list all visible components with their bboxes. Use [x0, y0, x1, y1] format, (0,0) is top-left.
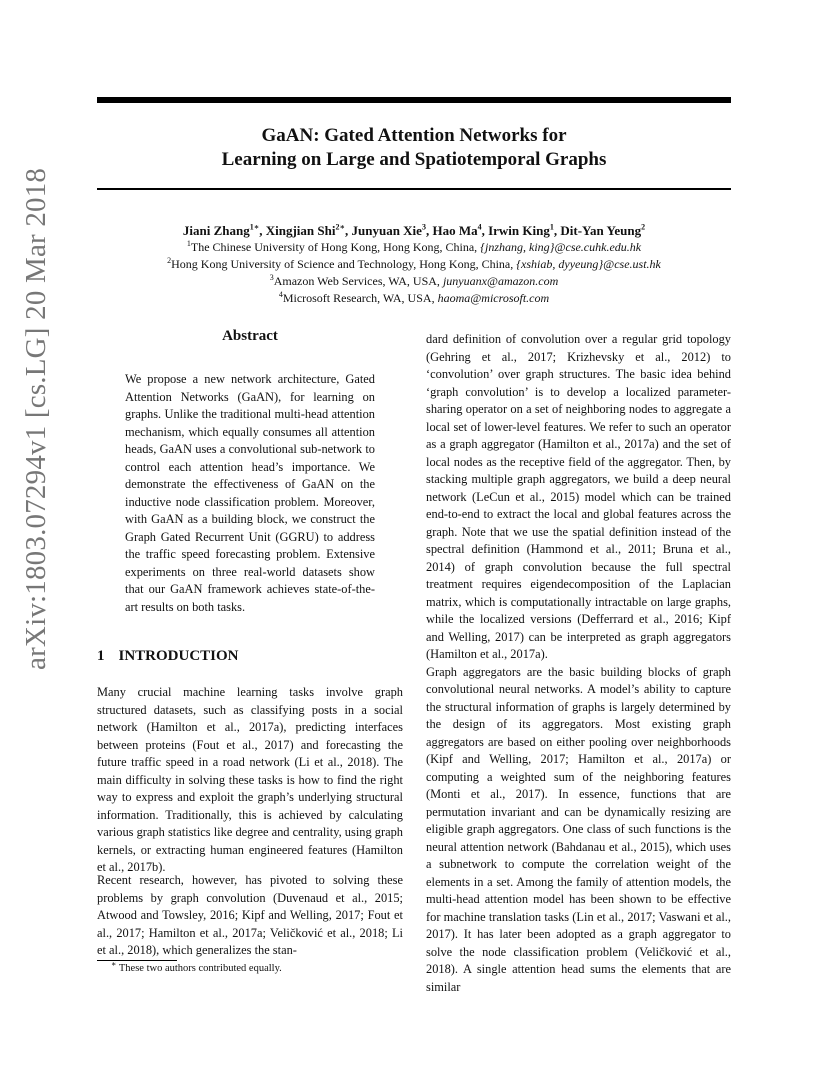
- email: haoma@microsoft.com: [437, 291, 550, 305]
- section-heading: [97, 648, 403, 665]
- author-name: Dit-Yan Yeung: [560, 223, 642, 238]
- title-top-rule: [97, 97, 731, 103]
- right-paragraph-1: dard definition of convolution over a regular grid topology (Gehring et al., 2017; Krizhevsky et al., 2012) to ‘convolution’ over graph structures. The basic idea behind ‘graph convolution’ is to develop a localized parameter-sharing operator on a set of neighboring nodes to aggregate a local set of lower-level features. We refer to such an operator as a graph aggregator (Hamilton et al., 2017a) and the set of local nodes as the receptive field of the aggregator. Then, by stacking multiple graph aggregators, we build a deep neural network (LeCun et al., 2015) model which can be trained end-to-end to extract the local and global features across the graph. Note that we use the spatial definition instead of the spectral definition (Hammond et al., 2011; Bruna et al., 2014) of graph convolution because the full spectral treatment requires eigendecomposition of the Laplacian matrix, which is computationally intractable on large graphs, while the localized versions (Defferrard et al., 2016; Kipf and Welling, 2017) can be interpreted as graph aggregators (Hamilton et al., 2017a).: [426, 332, 731, 661]
- intro-paragraph-1: Many crucial machine learning tasks involve graph structured datasets, such as classifying posts in a social network (Hamilton et al., 2017a), predicting interfaces between proteins (Fout et al., 2017) and forecasting the future traffic speed in a road network (Li et al., 2018). The main difficulty in solving these tasks is how to find the right way to express and exploit the graph’s underlying structural information. Traditionally, this is achieved by calculating various graph statistics like degree and centrality, using graph kernels, or extracting human engineered features (Hamilton et al., 2017b).: [97, 685, 403, 874]
- abstract-body: [125, 371, 375, 616]
- title-bottom-rule: [97, 188, 731, 190]
- email: {xshiab, dyyeung}@cse.ust.hk: [516, 257, 661, 271]
- footnote: [111, 959, 282, 974]
- author-list: Jiani Zhang$^{1∗}$, Xingjian Shi$^{2∗}$, Junyuan Xie$^3$, Hao Ma$^4$, Irwin King$^1$, Dit-Yan Yeung$^2$: [182, 222, 646, 238]
- right-column: [426, 331, 731, 996]
- footnote-text: These two authors contributed equally.: [118, 963, 282, 974]
- affiliation: $^3$Amazon Web Services, WA, USA, junyuanx@amazon.com: [269, 273, 559, 288]
- author-name: Hao Ma: [432, 223, 478, 238]
- author-name: Jiani Zhang: [182, 223, 250, 238]
- footnote-rule: [97, 960, 177, 961]
- author-block: [97, 223, 731, 307]
- intro-paragraph-2: Recent research, however, has pivoted to solving these problems by graph convolution (Duvenaud et al., 2015; Atwood and Towsley, 2016; Kipf and Welling, 2017; Fout et al., 2017; Hamilton et al., 2017a; Veličković et al., 2018; Li et al., 2018), which generalizes the stan-: [97, 873, 403, 957]
- author-name: Junyuan Xie: [351, 223, 422, 238]
- affiliation: $^2$Hong Kong University of Science and Technology, Hong Kong, China, {xshiab, dyyeung}@cse.ust.hk: [167, 256, 661, 271]
- footnote-mark: ∗: [111, 959, 117, 969]
- abstract-heading: Abstract: [222, 328, 278, 344]
- paper-title: [97, 124, 731, 172]
- author-name: Xingjian Shi: [265, 223, 336, 238]
- right-paragraph-2: Graph aggregators are the basic building blocks of graph convolutional neural networks. A model’s ability to capture the structural information of graphs is largely determined by the design of its aggregators. Most existing graph aggregators are based on either pooling over neighborhoods (Kipf and Welling, 2017; Hamilton et al., 2017a) or computing a weighted sum of the neighboring features (Monti et al., 2017). In essence, functions that are permutation invariant and can be dynamically resizing are eligible graph aggregators. One class of such functions is the neural attention network (Bahdanau et al., 2015), which uses a subnetwork to compute the correlation weight of the elements in a set. Among the family of attention models, the multi-head attention model has been shown to be effective for machine translation tasks (Lin et al., 2017; Vaswani et al., 2017). It has later been adopted as a graph aggregator to solve the node classification problem (Veličković et al., 2018). A single attention head sums the elements that are similar: [426, 664, 731, 994]
- title-line-2: Learning on Large and Spatiotemporal Graphs: [221, 149, 607, 170]
- author-name: Irwin King: [488, 223, 550, 238]
- section-title: INTRODUCTION: [118, 648, 239, 664]
- affiliation: $^4$Microsoft Research, WA, USA, haoma@microsoft.com: [278, 290, 550, 305]
- email: {jnzhang, king}@cse.cuhk.edu.hk: [480, 240, 642, 254]
- section-number: 1: [97, 648, 105, 664]
- affiliation: $^1$The Chinese University of Hong Kong, Hong Kong, China, {jnzhang, king}@cse.cuhk.edu.hk: [186, 239, 642, 254]
- title-line-1: GaAN: Gated Attention Networks for: [261, 125, 567, 146]
- abstract-text: We propose a new network architecture, Gated Attention Networks (GaAN), for learning on graphs. Unlike the traditional multi-head attention mechanism, which equally consumes all attention heads, GaAN uses a convolutional sub-network to control each attention head’s importance. We demonstrate the effectiveness of GaAN on the inductive node classification problem. Moreover, with GaAN as a building block, we construct the Graph Gated Recurrent Unit (GGRU) to address the traffic speed forecasting problem. Extensive experiments on three real-world datasets show that our GaAN framework achieves state-of-the-art results on both tasks.: [125, 372, 375, 614]
- arxiv-identifier: arXiv:1803.07294v1 [cs.LG] 20 Mar 2018: [20, 167, 52, 670]
- email: junyuanx@amazon.com: [442, 274, 559, 288]
